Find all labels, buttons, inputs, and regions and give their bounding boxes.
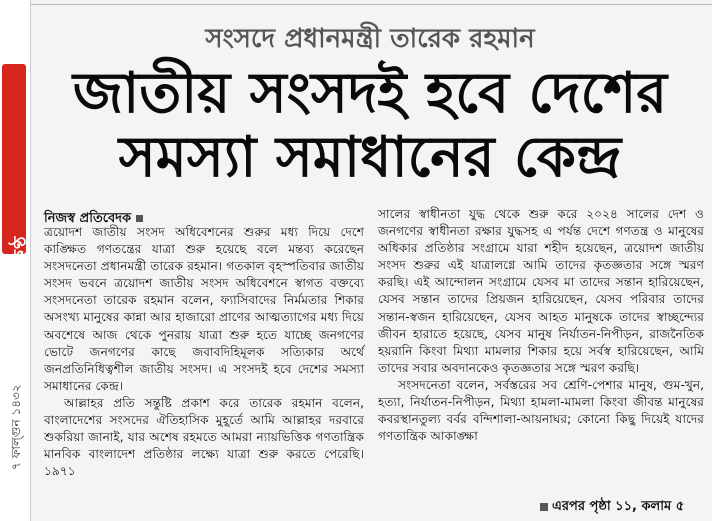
headline-line-1: জাতীয় সংসদই হবে দেশের	[72, 61, 668, 126]
article-headline	[40, 62, 700, 190]
headline-line-2: সমস্যা সমাধানের কেন্দ্র	[118, 125, 622, 190]
continuation-note	[540, 497, 684, 518]
page-date: ৭ ফাল্গুন ১৪৩২	[9, 384, 23, 470]
article-column-right	[378, 206, 704, 445]
newspaper-logo	[2, 64, 31, 314]
article-paragraph: সালের স্বাধীনতা যুদ্ধ থেকে শুরু করে ২০২৪ সালের দেশ ও জনগণের স্বাধীনতা রক্ষার যুদ্ধসহ এ পর্যন্ত দেশে গণতন্ত্র ও মানুষের অধিকার প্রতিষ্ঠার সংগ্রামে যারা শহীদ হয়েছেন, ত্রয়োদশ জাতীয় সংসদ শুরুর এই যাত্রালগ্নে আমি তাদের কৃতজ্ঞতার সঙ্গে স্মরণ করছি। এই আন্দোলন সংগ্রামে যেসব মা তাদের সন্তান হারিয়েছেন, যেসব সন্তান তাদের প্রিয়জন হারিয়েছেন, যেসব পরিবার তাদের সন্তান-স্বজন হারিয়েছেন, যেসব আহত মানুষকে তাদের স্বাচ্ছন্দ্যের জীবন হারাতে হয়েছে, যেসব মানুষ নির্যাতন-নিপীড়ন, রাজনৈতিক হয়রানি কিংবা মিথ্যা মামলার শিকার হয়ে সর্বস্ব হারিয়েছেন, আমি তাদের সবার অবদানকেও কৃতজ্ঞতার সঙ্গে স্মরণ করছি।	[378, 207, 704, 375]
continuation-marker	[540, 503, 548, 511]
article-paragraph: সংসদনেতা বলেন, সর্বস্তরের সব শ্রেণি-পেশার মানুষ, গুম-খুন, হত্যা, নির্যাতন-নিপীড়ন, মিথ্যা হামলা-মামলা কিংবা জীবন্ত মানুষের কবরস্থানতুল্য বর্বর বন্দিশালা-আয়নাঘর; কোনো কিছু দিয়েই যাদের গণতান্ত্রিক আকাঙ্ক্ষা	[378, 377, 704, 444]
continuation-text: এরপর পৃষ্ঠা ১১, কলাম ৫	[552, 499, 685, 514]
byline-marker	[136, 215, 143, 222]
top-rule	[30, 0, 712, 5]
masthead-strip	[0, 0, 31, 521]
byline-text: নিজস্ব প্রতিবেদক	[44, 211, 132, 226]
article-paragraph: আল্লাহর প্রতি সন্তুষ্টি প্রকাশ করে তারেক রহমান বলেন, বাংলাদেশের সংসদের ঐতিহাসিক মুহূর্তে আমি আল্লাহর দরবারে শুকরিয়া জানাই, যার অশেষ রহমতে আমরা ন্যায়ভিত্তিক গণতান্ত্রিক মানবিক বাংলাদেশ প্রতিষ্ঠার লক্ষ্যে যাত্রা শুরু করতে পেরেছি। ১৯৭১	[44, 395, 364, 479]
article-kicker: সংসদে প্রধানমন্ত্রী তারেক রহমান	[205, 24, 535, 54]
article-paragraph: ত্রয়োদশ জাতীয় সংসদ অধিবেশনের শুরুর মধ্য দিয়ে দেশে কাঙ্ক্ষিত গণতন্ত্রের যাত্রা শুরু হয়েছে বলে মন্তব্য করেছেন সংসদনেতা প্রধানমন্ত্রী তারেক রহমান। গতকাল বৃহস্পতিবার জাতীয় সংসদ ভবনে ত্রয়োদশ জাতীয় সংসদ অধিবেশনে স্বাগত বক্তব্যে সংসদনেতা তারেক রহমান বলেন, ফ্যাসিবাদের নির্মমতার শিকার অসংখ্য মানুষের কান্না আর হাজারো প্রাণের আত্মত্যাগের মধ্য দিয়ে অবশেষে আজ থেকে পুনরায় যাত্রা শুরু হতে যাচ্ছে জনগণের ভোটে জনগণের কাছে জবাবদিহিমূলক সত্যিকার অর্থে জনপ্রতিনিধিত্বশীল জাতীয় সংসদ। এ সংসদই হবে দেশের সমস্যা সমাধানের কেন্দ্র।	[44, 225, 364, 393]
article-column-left	[44, 224, 364, 480]
newspaper-logo-text: কালেরকণ্ঠ	[10, 235, 31, 314]
